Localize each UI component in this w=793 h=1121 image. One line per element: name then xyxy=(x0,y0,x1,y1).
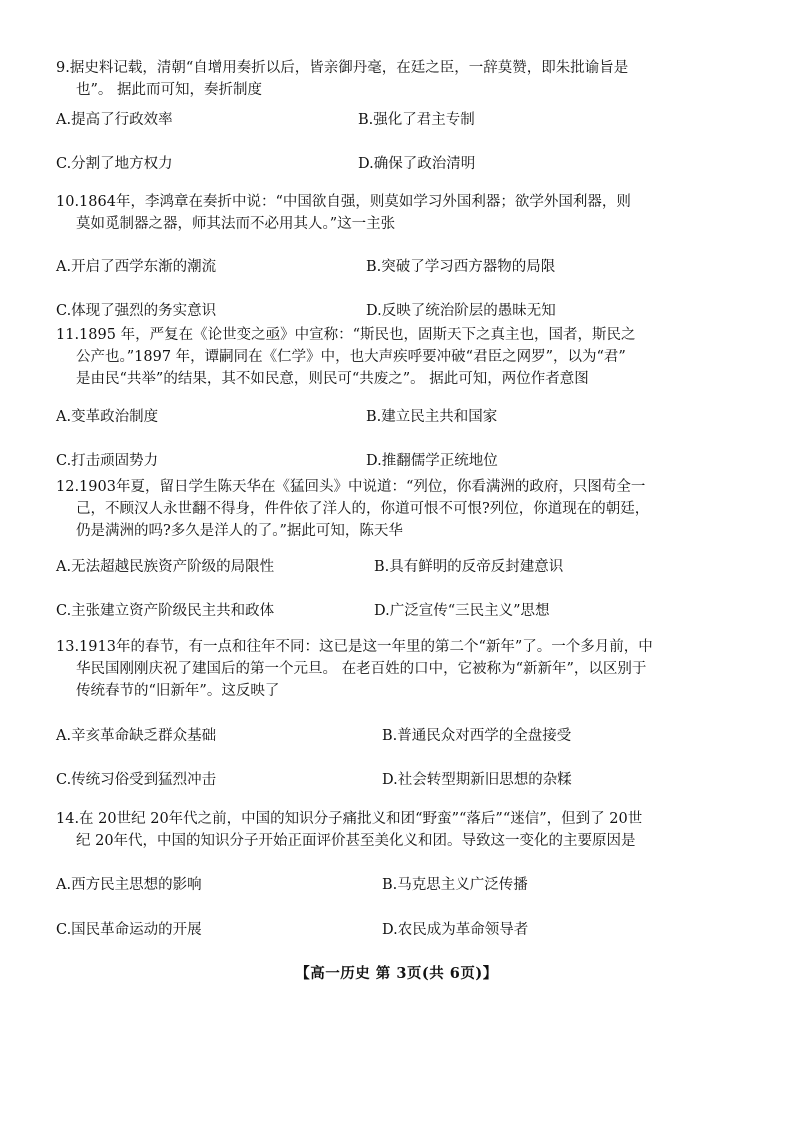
question-stem-line: 10.1864年，李鸿章在奏折中说：“中国欲自强，则莫如学习外国利器；欲学外国利器，则 xyxy=(56,194,631,210)
option-b: B.具有鲜明的反帝反封建意识 xyxy=(374,559,564,575)
question-12 xyxy=(56,476,746,542)
question-stem-line: 也”。 据此而可知，奏折制度 xyxy=(76,82,263,98)
option-c: C.主张建立资产阶级民主共和政体 xyxy=(56,603,275,619)
question-stem-line: 华民国刚刚庆祝了建国后的第一个元旦。 在老百姓的口中，它被称为“新新年”，以区别于 xyxy=(76,661,647,677)
option-d: D.推翻儒学正统地位 xyxy=(366,453,498,469)
option-a: A.变革政治制度 xyxy=(56,409,159,425)
question-stem-line: 13.1913年的春节，有一点和往年不同：这已是这一年里的第二个“新年”了。一个多月前，中 xyxy=(56,639,653,655)
question-13 xyxy=(56,636,746,702)
option-c: C.国民革命运动的开展 xyxy=(56,922,202,938)
question-10 xyxy=(56,191,746,235)
option-b: B.强化了君主专制 xyxy=(358,112,475,128)
question-stem-line: 仍是满洲的吗?多久是洋人的了。”据此可知，陈天华 xyxy=(76,523,403,539)
option-b: B.普通民众对西学的全盘接受 xyxy=(382,728,572,744)
page-footer: 【高一历史 第 3页(共 6页)】 xyxy=(295,965,498,982)
option-d: D.广泛宣传“三民主义”思想 xyxy=(374,603,550,619)
option-b: B.马克思主义广泛传播 xyxy=(382,877,528,893)
option-c: C.打击顽固势力 xyxy=(56,453,159,469)
question-11 xyxy=(56,324,746,390)
option-b: B.建立民主共和国家 xyxy=(366,409,498,425)
question-stem-line: 11.1895 年，严复在《论世变之亟》中宣称：“斯民也，固斯天下之真主也，国者，斯民之 xyxy=(56,327,636,343)
option-c: C.分割了地方权力 xyxy=(56,156,173,172)
question-stem-line: 莫如觅制器之器，师其法而不必用其人。”这一主张 xyxy=(76,216,396,232)
option-a: A.西方民主思想的影响 xyxy=(56,877,202,893)
question-stem-line: 12.1903年夏，留日学生陈天华在《猛回头》中说道：“列位，你看满洲的政府，只图苟全一 xyxy=(56,479,646,495)
option-a: A.提高了行政效率 xyxy=(56,112,173,128)
option-d: D.确保了政治清明 xyxy=(358,156,476,172)
option-c: C.传统习俗受到猛烈冲击 xyxy=(56,772,217,788)
question-stem-line: 公产也。”1897 年，谭嗣同在《仁学》中，也大声疾呼要冲破“君臣之网罗”，以为“君” xyxy=(76,349,626,365)
option-a: A.辛亥革命缺乏群众基础 xyxy=(56,728,217,744)
option-d: D.反映了统治阶层的愚昧无知 xyxy=(366,303,556,319)
option-a: A.开启了西学东渐的潮流 xyxy=(56,259,217,275)
option-d: D.社会转型期新旧思想的杂糅 xyxy=(382,772,572,788)
question-stem-line: 纪 20年代，中国的知识分子开始正面评价甚至美化义和团。导致这一变化的主要原因是 xyxy=(76,833,636,849)
question-stem-line: 传统春节的“旧新年”。这反映了 xyxy=(76,683,280,699)
option-a: A.无法超越民族资产阶级的局限性 xyxy=(56,559,275,575)
question-stem-line: 14.在 20世纪 20年代之前，中国的知识分子痛批义和团“野蛮”“落后”“迷信”，但到了 20世 xyxy=(56,811,643,827)
question-stem-line: 是由民“共举”的结果，其不如民意，则民可“共废之”。 据此可知，两位作者意图 xyxy=(76,371,589,387)
question-stem-line: 9.据史料记载，清朝“自增用奏折以后，皆亲御丹毫，在廷之臣，一辞莫赞，即朱批谕旨是 xyxy=(56,60,629,76)
question-14 xyxy=(56,808,746,852)
option-c: C.体现了强烈的务实意识 xyxy=(56,303,217,319)
question-9 xyxy=(56,57,746,101)
option-b: B.突破了学习西方器物的局限 xyxy=(366,259,556,275)
option-d: D.农民成为革命领导者 xyxy=(382,922,529,938)
question-stem-line: 己，不顾汉人永世翻不得身，件件依了洋人的，你道可恨不可恨?列位，你道现在的朝廷， xyxy=(76,501,650,517)
